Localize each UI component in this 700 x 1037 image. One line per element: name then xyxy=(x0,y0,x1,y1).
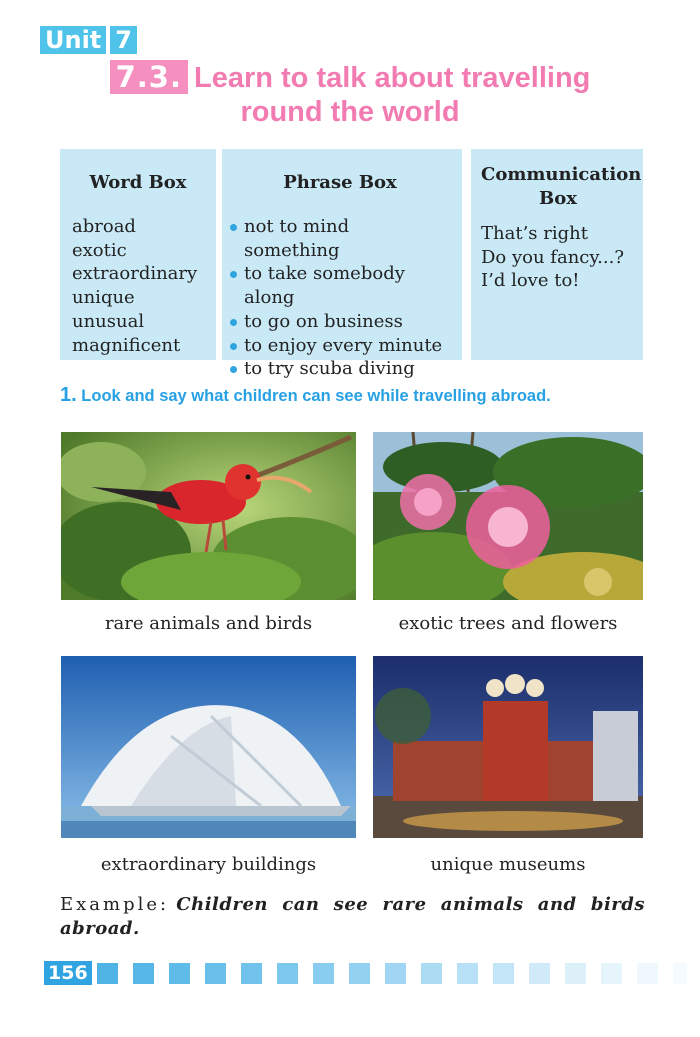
page-number: 156 xyxy=(44,961,92,985)
communication-box-title: Communication Box xyxy=(481,164,642,209)
picture-caption: rare animals and birds xyxy=(104,613,313,634)
modern-building-photo xyxy=(61,656,356,838)
picture-caption: exotic trees and flowers xyxy=(398,613,618,634)
unit-number: 7 xyxy=(110,26,137,54)
phrase-item: not to mind something xyxy=(230,215,450,262)
phrase-box-title: Phrase Box xyxy=(283,172,397,193)
unit-label xyxy=(40,26,137,54)
picture-caption: unique museums xyxy=(430,854,586,875)
communication-list xyxy=(481,222,635,293)
communication-item: I’d love to! xyxy=(481,270,580,292)
word-item: abroad xyxy=(72,216,136,237)
phrase-item: to take somebody along xyxy=(230,262,450,309)
phrase-box xyxy=(222,149,462,380)
phrase-list xyxy=(230,215,450,381)
word-item: exotic xyxy=(72,239,127,261)
pink-flowers-photo xyxy=(373,432,643,600)
phrase-item: to try scuba diving xyxy=(230,357,450,381)
example-text: Children can see rare animals and birds abroad. xyxy=(60,894,645,939)
example-sentence xyxy=(60,893,645,941)
word-box-title: Word Box xyxy=(89,172,187,193)
word-item: unusual xyxy=(72,310,145,332)
museum-photo xyxy=(373,656,643,838)
exercise-number: 1. xyxy=(60,384,77,406)
phrase-item: to enjoy every minute xyxy=(230,334,450,358)
word-item: magnificent xyxy=(72,334,181,356)
communication-item: Do you fancy...? xyxy=(481,246,624,268)
unit-word: Unit xyxy=(40,26,106,54)
communication-box xyxy=(471,149,643,360)
lesson-title-line2: round the world xyxy=(240,96,460,128)
red-bird-photo xyxy=(61,432,356,600)
lesson-title-line1: Learn to talk about travelling xyxy=(193,62,591,94)
exercise-instruction xyxy=(60,384,660,407)
communication-item: That’s right xyxy=(481,223,588,244)
phrase-item: to go on business xyxy=(230,310,450,334)
word-item: extraordinary xyxy=(72,263,198,285)
lesson-number: 7.3. xyxy=(110,60,188,94)
lesson-title xyxy=(0,60,700,129)
word-list xyxy=(72,215,204,357)
exercise-text: Look and say what children can see while travelling abroad. xyxy=(81,387,551,405)
word-box xyxy=(60,149,216,360)
picture-caption: extraordinary buildings xyxy=(100,854,317,875)
example-label: Example: xyxy=(60,894,170,915)
word-item: unique xyxy=(72,287,135,309)
